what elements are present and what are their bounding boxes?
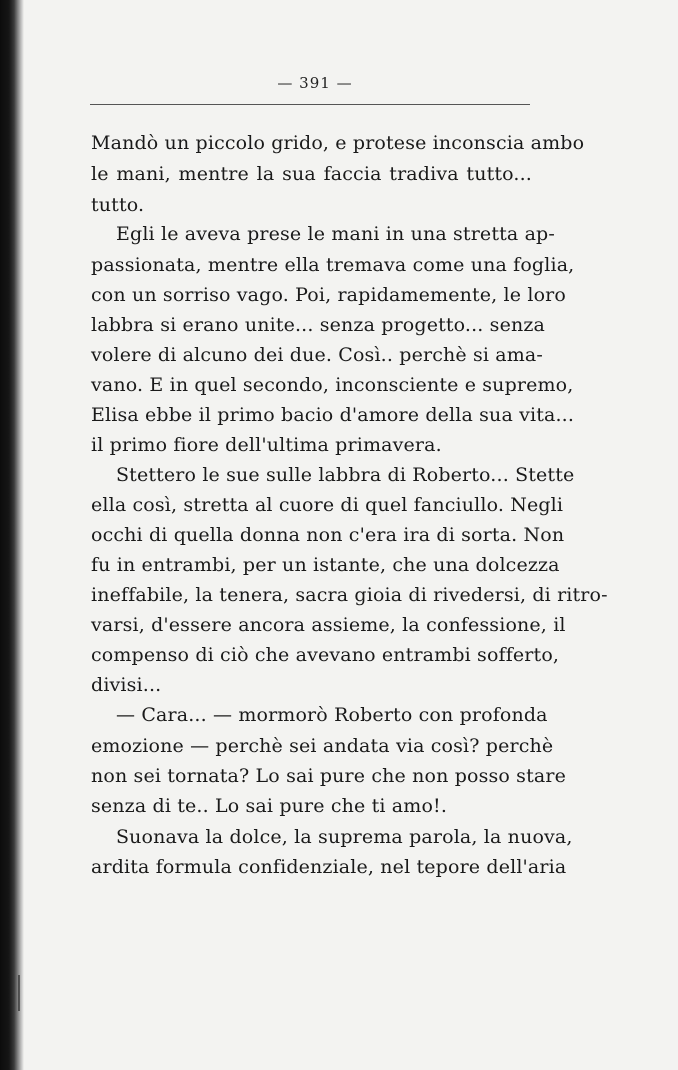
text-line: emozione — perchè sei andata via così? perchè — [91, 735, 554, 757]
text-line: Stettero le sue sulle labbra di Roberto... Stette — [116, 464, 575, 486]
text-line: Suonava la dolce, la suprema parola, la nuova, — [116, 826, 573, 848]
text-line: senza di te.. Lo sai pure che ti amo!. — [91, 795, 448, 817]
text-line: divisi... — [91, 674, 162, 696]
text-line: il primo fiore dell'ultima primavera. — [91, 434, 442, 456]
text-line: varsi, d'essere ancora assieme, la confessione, il — [91, 614, 566, 636]
text-line: volere di alcuno dei due. Così.. perchè si ama- — [91, 344, 543, 366]
text-line: Elisa ebbe il primo bacio d'amore della sua vita... — [91, 404, 575, 426]
text-line: fu in entrambi, per un istante, che una dolcezza — [91, 554, 560, 576]
text-line: vano. E in quel secondo, inconsciente e supremo, — [91, 374, 574, 396]
text-line: ella così, stretta al cuore di quel fanciullo. Negli — [91, 494, 564, 516]
text-line: — Cara... — mormorò Roberto con profonda — [116, 704, 548, 726]
text-line: con un sorriso vago. Poi, rapidamemente, le loro — [91, 284, 567, 306]
text-line: non sei tornata? Lo sai pure che non posso stare — [91, 765, 566, 787]
text-line: labbra si erano unite... senza progetto... senza — [91, 314, 546, 336]
text-line: Mandò un piccolo grido, e protese inconscia ambo — [91, 132, 585, 154]
text-line: Egli le aveva prese le mani in una stretta ap- — [116, 223, 555, 245]
page-number: — 391 — — [277, 74, 353, 92]
text-line: ardita formula confidenziale, nel tepore dell'aria — [91, 856, 567, 878]
text-line: le mani, mentre la sua faccia tradiva tutto... — [91, 163, 532, 185]
text-line: occhi di quella donna non c'era ira di sorta. Non — [91, 524, 565, 546]
text-line: ineffabile, la tenera, sacra gioia di rivedersi, di ritro- — [91, 584, 608, 606]
text-line: compenso di ciò che avevano entrambi sofferto, — [91, 644, 560, 666]
text-line: tutto. — [91, 194, 145, 216]
text-line: passionata, mentre ella tremava come una foglia, — [91, 254, 575, 276]
